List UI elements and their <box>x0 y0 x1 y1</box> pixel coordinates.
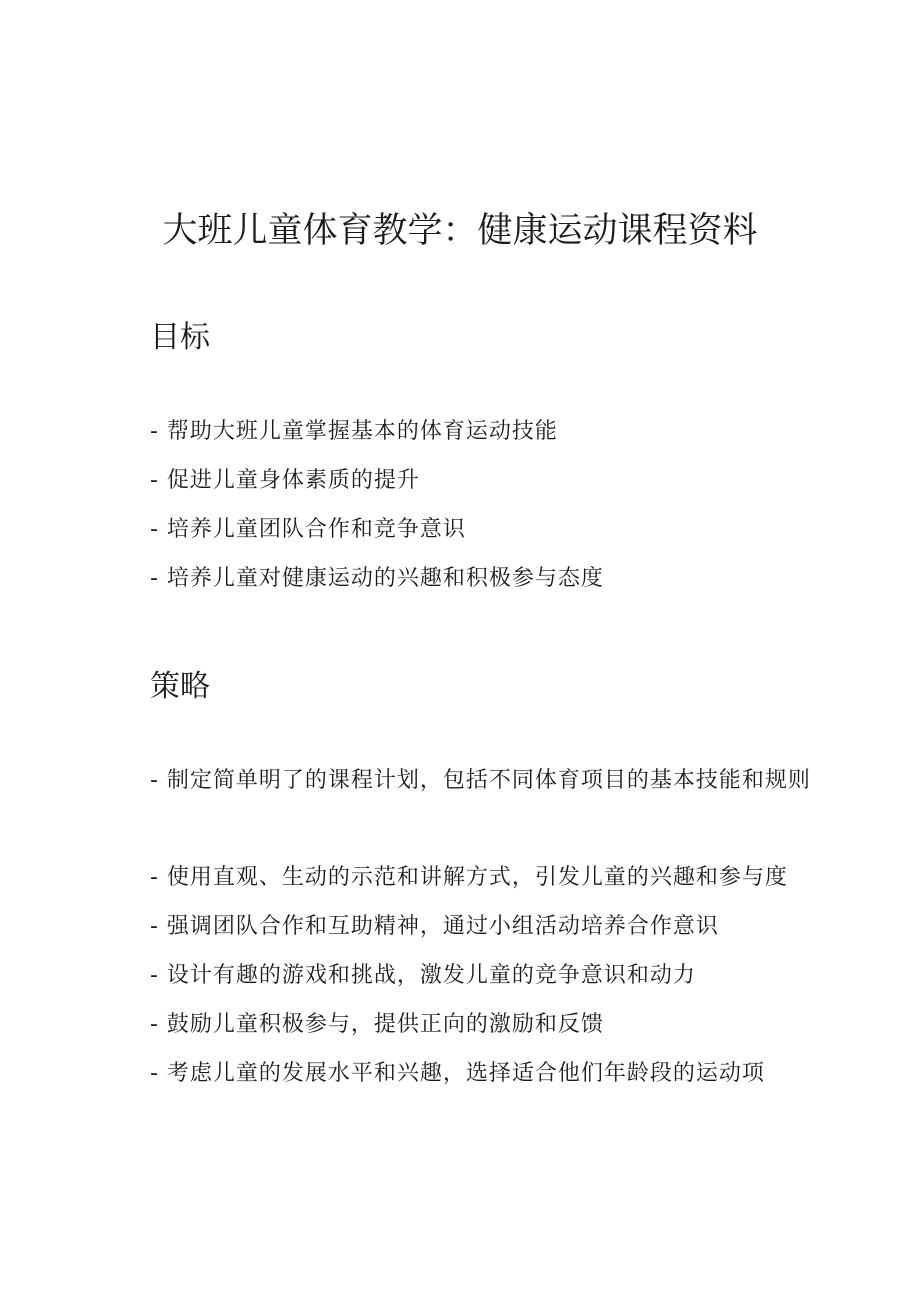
list-item: - 培养儿童对健康运动的兴趣和积极参与态度 <box>150 566 604 591</box>
list-item: - 强调团队合作和互助精神，通过小组活动培养合作意识 <box>150 914 719 939</box>
list-item: - 鼓励儿童积极参与，提供正向的激励和反馈 <box>150 1012 604 1037</box>
list-item: - 使用直观、生动的示范和讲解方式，引发儿童的兴趣和参与度 <box>150 865 788 890</box>
list-item: - 制定简单明了的课程计划，包括不同体育项目的基本技能和规则 <box>150 768 811 793</box>
section-heading-goals: 目标 <box>150 320 210 355</box>
list-item: - 促进儿童身体素质的提升 <box>150 468 420 493</box>
document-title: 大班儿童体育教学：健康运动课程资料 <box>162 211 758 251</box>
strategy-list <box>104 764 824 1107</box>
list-item: - 考虑儿童的发展水平和兴趣，选择适合他们年龄段的运动项 <box>150 1061 765 1086</box>
section-heading-strategy: 策略 <box>150 669 210 704</box>
list-item: - 设计有趣的游戏和挑战，激发儿童的竞争意识和动力 <box>150 963 696 988</box>
list-item: - 帮助大班儿童掌握基本的体育运动技能 <box>150 419 558 444</box>
goals-list <box>150 416 604 612</box>
list-item: - 培养儿童团队合作和竞争意识 <box>150 517 466 542</box>
